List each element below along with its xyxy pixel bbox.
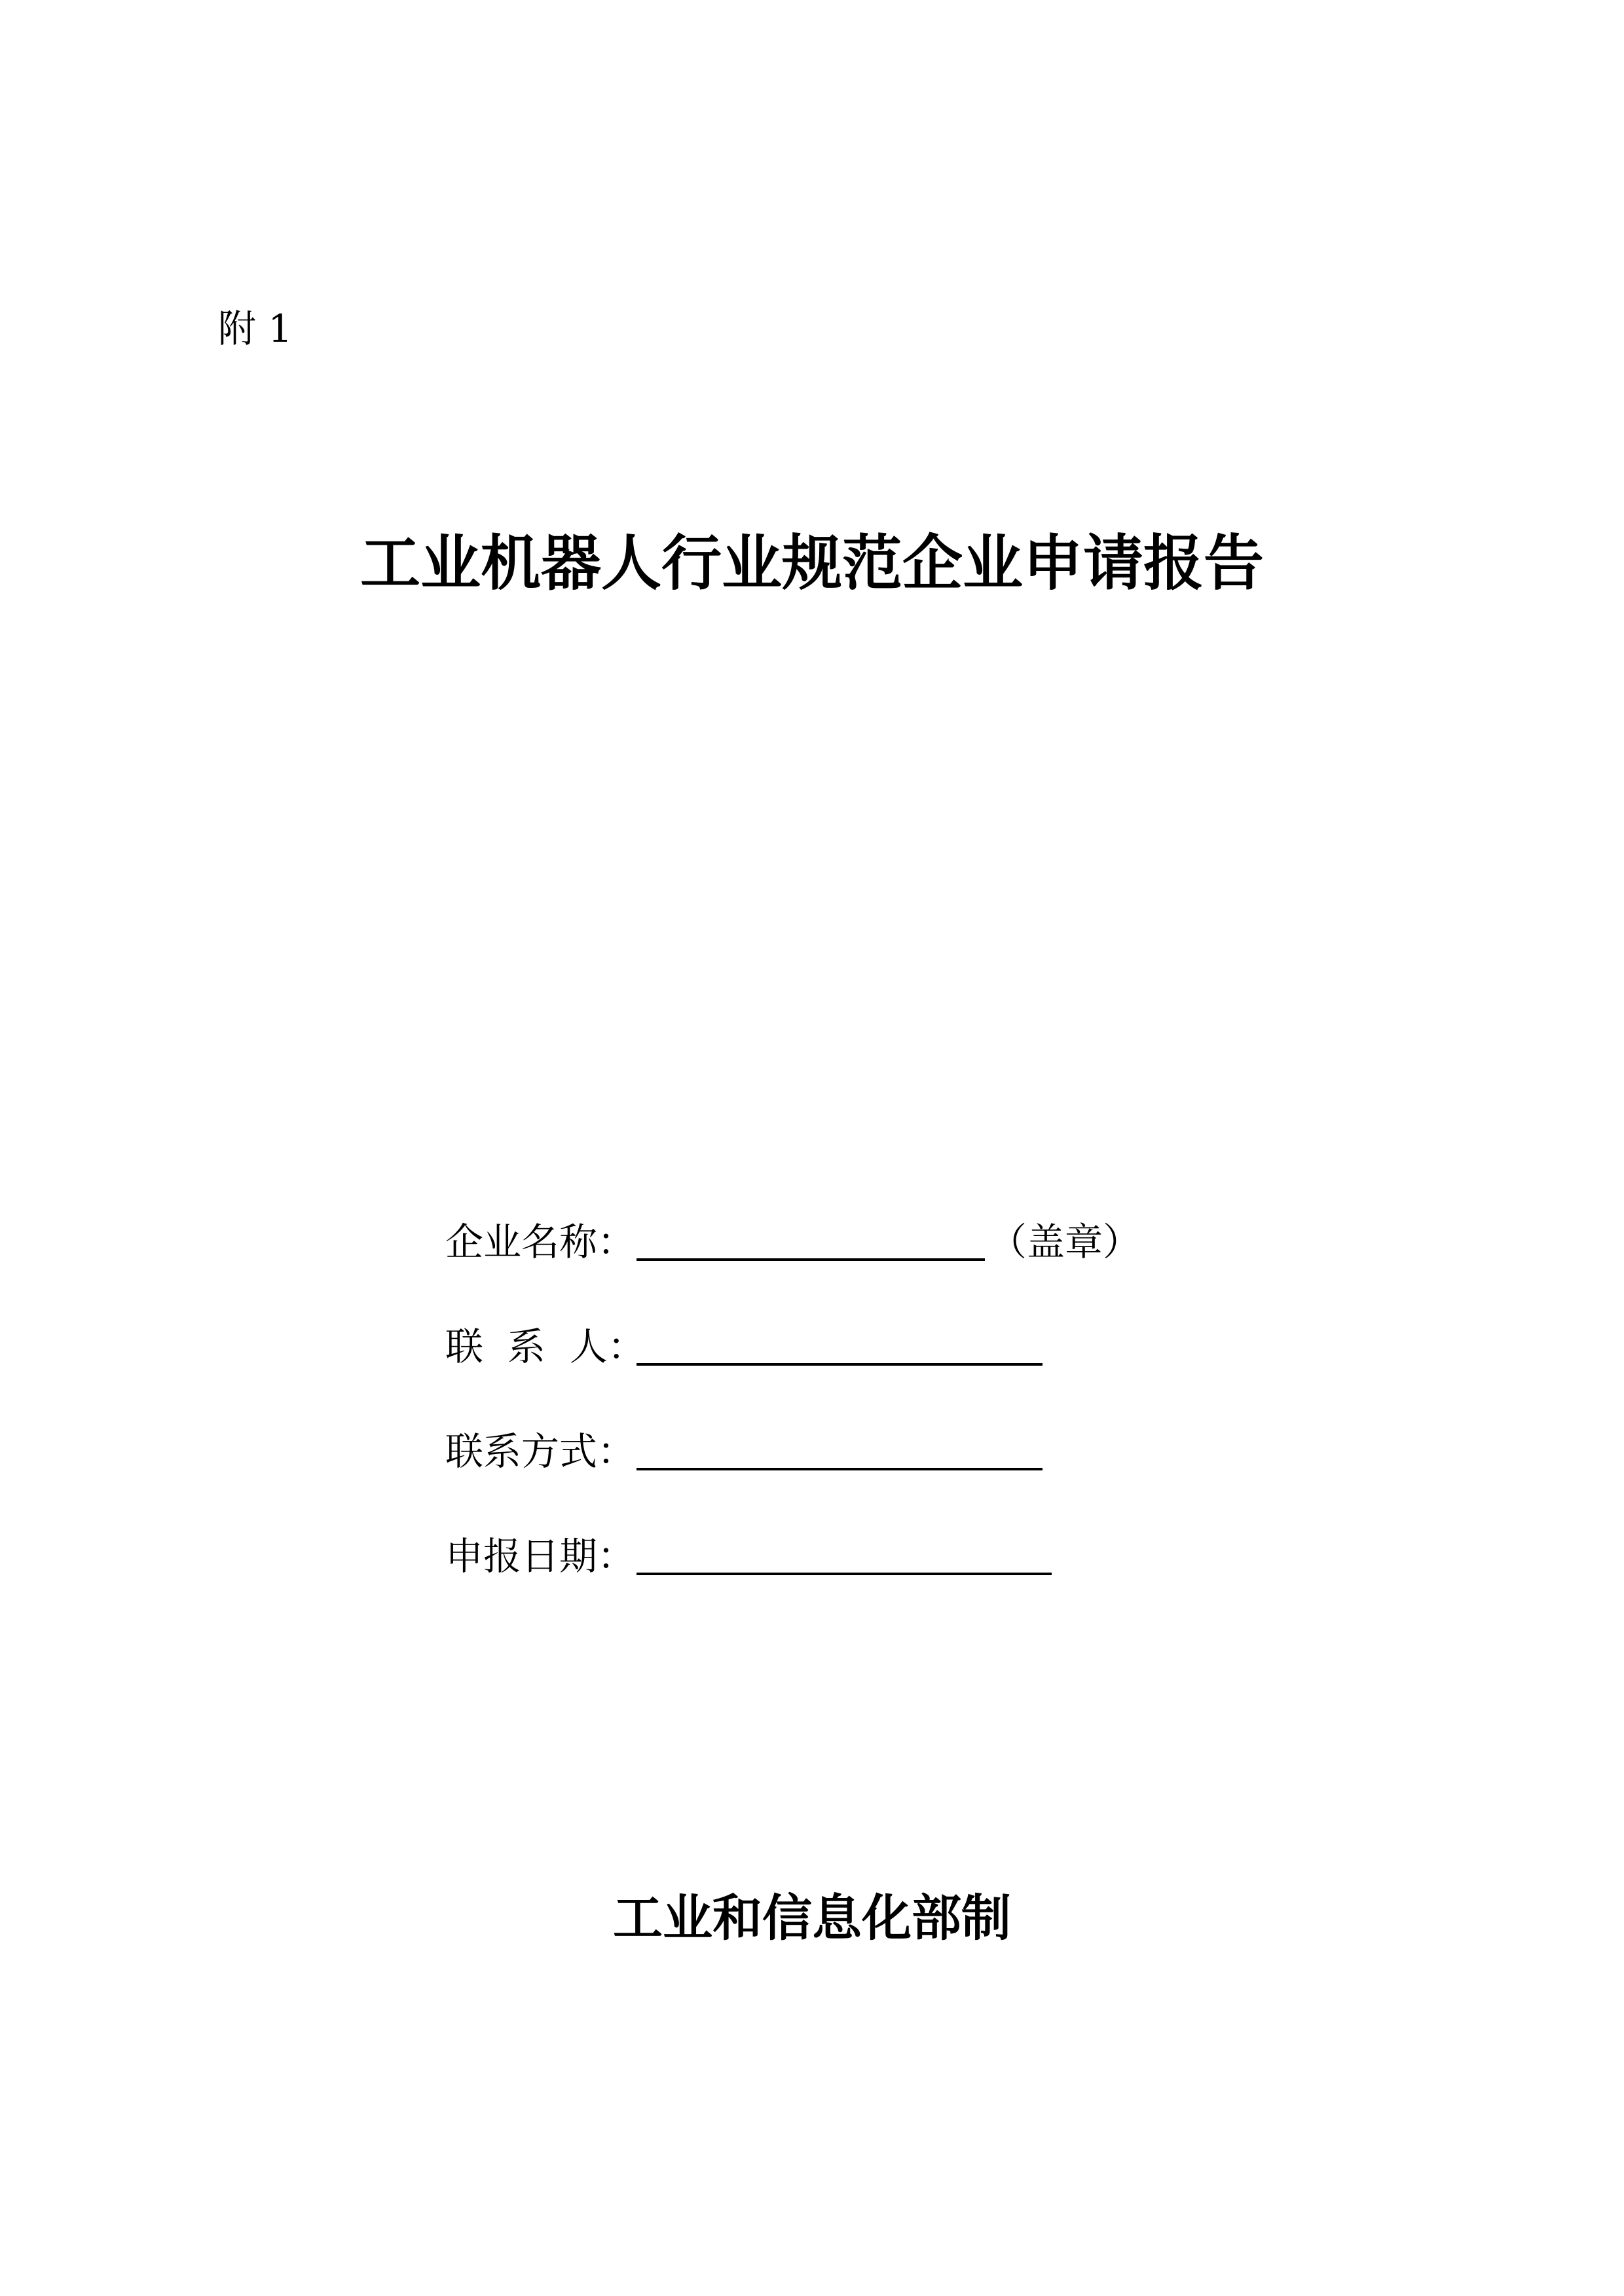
application-date-row xyxy=(445,1532,1231,1591)
document-title: 工业机器人行业规范企业申请报告 xyxy=(360,528,1264,598)
company-name-label: 企业名称： xyxy=(445,1220,636,1264)
contact-method-label: 联系方式： xyxy=(445,1429,636,1474)
annex-label: 附 1 xyxy=(218,306,293,351)
application-date-label: 申报日期： xyxy=(445,1534,636,1578)
contact-person-label: 联 系 人： xyxy=(445,1324,646,1369)
contact-method-row xyxy=(445,1427,1231,1486)
company-name-field[interactable] xyxy=(637,1258,985,1261)
application-date-field[interactable] xyxy=(637,1573,1052,1575)
company-name-row xyxy=(445,1218,1231,1277)
contact-person-row xyxy=(445,1322,1231,1381)
contact-person-field[interactable] xyxy=(637,1363,1043,1366)
contact-method-field[interactable] xyxy=(637,1468,1043,1470)
company-seal-note: （盖章） xyxy=(989,1220,1141,1264)
issuer-line: 工业和信息化部制 xyxy=(613,1889,1011,1947)
